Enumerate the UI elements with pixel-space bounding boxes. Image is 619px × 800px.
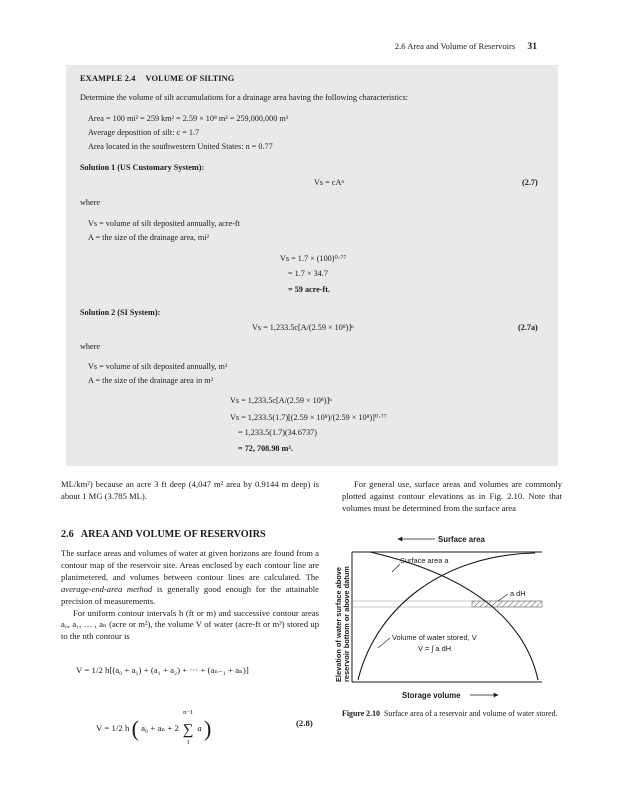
- left-body-text: [61, 548, 319, 643]
- dh-leader: [498, 594, 508, 601]
- section-number: 2.6: [61, 529, 74, 540]
- curve-a-leader: [392, 564, 400, 572]
- example-label: EXAMPLE 2.4: [80, 74, 136, 83]
- paragraph-1: [61, 548, 319, 608]
- definition-a-1: A = the size of the drainage area, mi²: [88, 233, 209, 242]
- surface-area-curve: [358, 553, 535, 680]
- calc2-step3: = 1,233.5(1.7)(34.6737): [238, 428, 317, 437]
- surface-area-axis-label: Surface area: [438, 535, 485, 544]
- paragraph-1-start: The surface areas and volumes of water at given horizons are found from a contour map of the reservoir site. Areas enclosed by each contour line are planimetered, and volumes between contour lines are calculated. The: [61, 548, 319, 582]
- calc1-step2: = 1.7 × 34.7: [288, 269, 328, 278]
- section-title: AREA AND VOLUME OF RESERVOIRS: [80, 529, 266, 540]
- eq28-paren-right: ): [203, 716, 212, 741]
- right-paragraph: For general use, surface areas and volumes are commonly plotted against contour elevations as in Fig. 2.10. Note that volumes must be determined from the surface area: [342, 479, 562, 513]
- equation-volume-1: V = 1/2 h[(a₀ + a₁) + (a₁ + a₂) + ··· + (aₙ₋₁ + aₙ)]: [76, 665, 249, 675]
- figure-caption-label: Figure 2.10: [342, 709, 380, 718]
- example-heading: VOLUME OF SILTING: [145, 74, 235, 83]
- section-heading: [61, 529, 266, 540]
- location-line: Area located in the southwestern United States: n = 0.77: [88, 142, 273, 151]
- eq28-sigma: ∑: [182, 722, 194, 738]
- equation-2-7: Vs = cAⁿ: [314, 178, 344, 187]
- calc2-result: = 72, 708.98 m³.: [238, 444, 293, 453]
- curve-a-label: Surface area a: [400, 556, 449, 565]
- area-line: Area = 100 mi² = 259 km² = 2.59 × 10⁸ m² = 259,000,000 m²: [88, 114, 289, 123]
- equation-2-7-number: (2.7): [522, 178, 538, 187]
- calc1-result: = 59 acre-ft.: [288, 285, 331, 294]
- eq28-lhs: V = 1/2 h: [96, 723, 130, 733]
- continued-paragraph: ML/km²) because an acre 3 ft deep (4,047 m² area by 0.9144 m deep) is about 1 MG (3.785 ML).: [61, 479, 319, 501]
- paragraph-1-end: is generally good enough for the attainable precision of measurements.: [61, 583, 319, 606]
- dh-label: a dH: [510, 589, 526, 598]
- paragraph-1-emphasis: average-end-area method: [61, 583, 153, 594]
- y-axis-label-1: Elevation of water surface above: [334, 566, 343, 682]
- eq28-inner: a₀ + aₙ + 2: [141, 723, 179, 733]
- running-head: [395, 41, 537, 52]
- example-title: [80, 74, 234, 83]
- calc2-step2: Vs = 1,233.5(1.7)[(2.59 × 10⁸)/(2.59 × 10⁸)]⁰·⁷⁷: [230, 413, 387, 422]
- page-number: 31: [527, 41, 537, 52]
- figure-2-10: [330, 530, 562, 706]
- right-column-text: [342, 479, 562, 515]
- figure-caption-text: Surface area of a reservoir and volume of water stored.: [384, 709, 558, 718]
- volume-leader: [378, 638, 390, 648]
- eq28-sum: [181, 709, 195, 746]
- solution2-heading: Solution 2 (SI System):: [80, 308, 161, 317]
- eq28-sum-top: n−1: [183, 709, 194, 716]
- hatched-strip: [472, 601, 542, 607]
- where-1: where: [80, 198, 101, 207]
- equation-2-8-number: (2.8): [296, 718, 313, 728]
- storage-volume-curve: [370, 552, 538, 680]
- running-head-title: 2.6 Area and Volume of Reservoirs: [394, 41, 516, 51]
- definition-vs-1: Vs = volume of silt deposited annually, acre-ft: [88, 219, 240, 228]
- equation-2-7a: Vs = 1,233.5c[A/(2.59 × 10⁸)]ⁿ: [252, 323, 354, 332]
- eq28-a: a: [197, 723, 202, 733]
- left-continued-text: [61, 479, 319, 503]
- storage-volume-axis-label: Storage volume: [402, 691, 461, 700]
- y-axis-label-2: reservoir bottom or above datum: [342, 566, 351, 682]
- paragraph-2: For uniform contour intervals h (ft or m) and successive contour areas a₀, a₁, … , aₙ (acre or m²), the volume V of water (acre-ft or m³) stored up to the nth contour is: [61, 607, 319, 642]
- solution1-heading: Solution 1 (US Customary System):: [80, 163, 205, 172]
- example-box: [66, 65, 558, 466]
- where-2: where: [80, 342, 101, 351]
- deposition-line: Average deposition of silt: c = 1.7: [88, 128, 200, 137]
- definition-a-2: A = the size of the drainage area in m²: [88, 376, 214, 385]
- eq28-sum-bottom: 1: [186, 739, 190, 746]
- example-intro: Determine the volume of silt accumulations for a drainage area having the following characteristics:: [80, 93, 409, 102]
- calc1-step1: Vs = 1.7 × (100)⁰·⁷⁷: [280, 254, 347, 263]
- volume-label-2: V = ∫ a dH: [418, 644, 452, 653]
- eq28-paren-left: (: [131, 716, 139, 741]
- calc2-step1: Vs = 1,233.5c[A/(2.59 × 10⁸)]ⁿ: [230, 396, 332, 405]
- equation-2-7a-number: (2.7a): [518, 323, 538, 332]
- figure-caption: [342, 708, 562, 719]
- volume-label-1: Volume of water stored, V: [392, 633, 477, 642]
- equation-2-8: [96, 709, 212, 746]
- definition-vs-2: Vs = volume of silt deposited annually, m³: [88, 362, 228, 371]
